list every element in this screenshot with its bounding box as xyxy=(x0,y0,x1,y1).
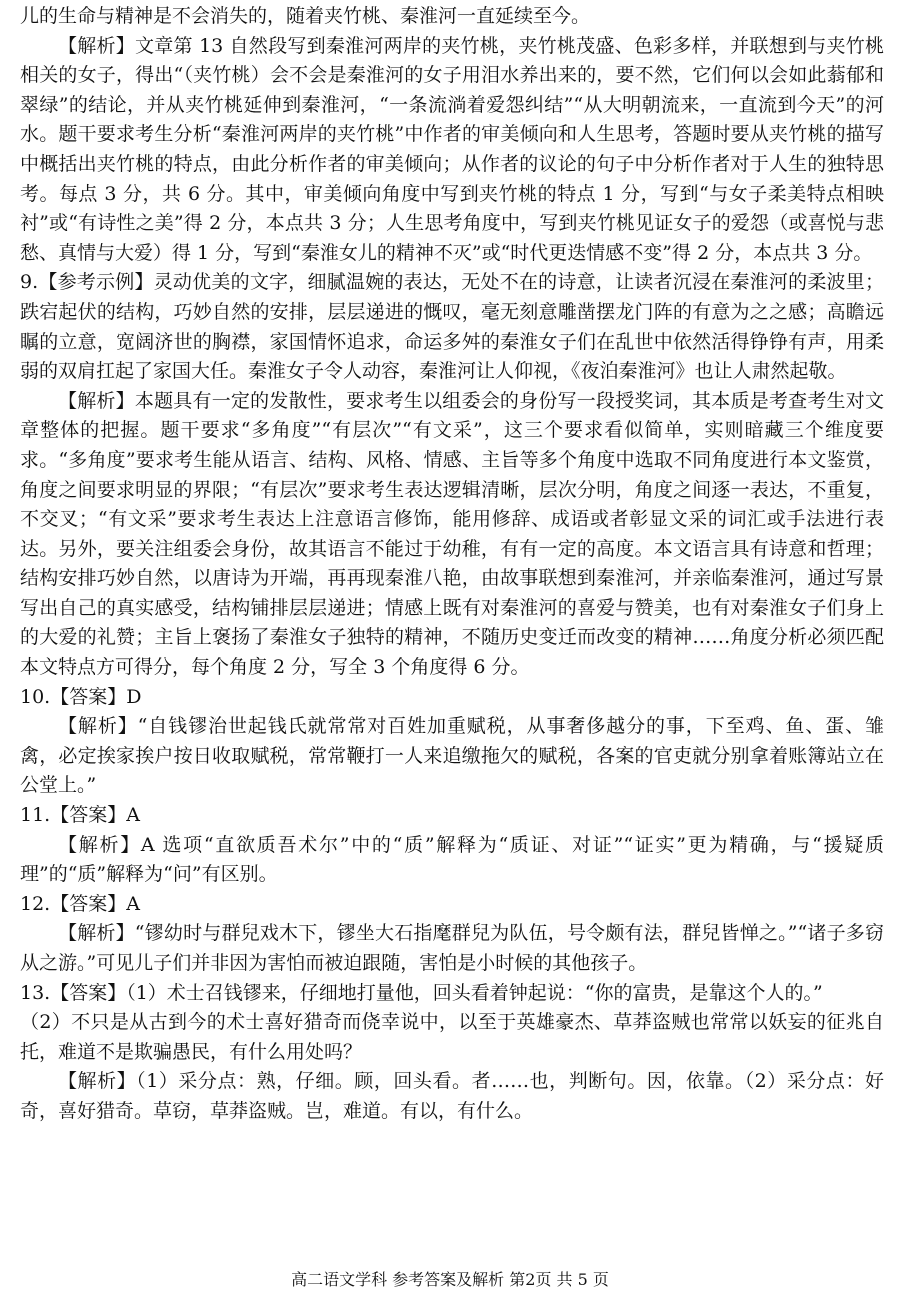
answer-q9: 9.【参考示例】灵动优美的文字，细腻温婉的表达，无处不在的诗意，让读者沉浸在秦淮河的柔波里；跌宕起伏的结构，巧妙自然的安排，层层递进的慨叹，毫无刻意雕凿摆龙门阵的有意为之之感；高瞻远瞩的立意，宽阔济世的胸襟，家国情怀追求，命运多舛的秦淮女子们在乱世中依然活得铮铮有声，用柔弱的双肩扛起了家国大任。秦淮女子令人动容，秦淮河让人仰视，《夜泊秦淮河》也让人肃然起敬。 xyxy=(20,271,884,383)
analysis-q8: 【解析】文章第 13 自然段写到秦淮河两岸的夹竹桃，夹竹桃茂盛、色彩多样，并联想到与夹竹桃相关的女子，得出“（夹竹桃）会不会是秦淮河的女子用泪水养出来的，要不然，它们何以会如此蓊郁和翠绿”的结论，并从夹竹桃延伸到秦淮河，“一条流淌着爱怨纠结”“从大明朝流来，一直流到今天”的河水。题干要求考生分析“秦淮河两岸的夹竹桃”中作者的审美倾向和人生思考，答题时要从夹竹桃的描写中概括出夹竹桃的特点，由此分析作者的审美倾向；从作者的议论的句子中分析作者对于人生的独特思考。每点 3 分，共 6 分。其中，审美倾向角度中写到夹竹桃的特点 1 分，写到“与女子柔美特点相映衬”或“有诗性之美”得 2 分，本点共 3 分；人生思考角度中，写到夹竹桃见证女子的爱怨（或喜悦与悲愁、真情与大爱）得 1 分，写到“秦淮女儿的精神不灭”或“时代更迭情感不变”得 2 分，本点共 3 分。 xyxy=(20,34,884,264)
analysis-q12: 【解析】“镠幼时与群兒戏木下，镠坐大石指麾群兒为队伍，号令颇有法，群兒皆惮之。”“诸子多窃从之游。”可见儿子们并非因为害怕而被迫跟随，害怕是小时候的其他孩子。 xyxy=(20,922,884,974)
answer-q13-part1: 13.【答案】（1）术士召钱镠来，仔细地打量他，回头看着钟起说：“你的富贵，是靠这个人的。” xyxy=(20,981,823,1004)
answer-q12: 12.【答案】A xyxy=(20,892,140,915)
analysis-q11: 【解析】A 选项“直欲质吾术尔”中的“质”解释为“质证、对证”“证实”更为精确，与“援疑质理”的“质”解释为“问”有区别。 xyxy=(20,833,884,886)
analysis-q13: 【解析】（1）采分点：熟，仔细。顾，回头看。者……也，判断句。因，依靠。（2）采分点：好奇，喜好猎奇。草窃，草莽盗贼。岂，难道。有以，有什么。 xyxy=(20,1070,884,1122)
page-body xyxy=(20,2,884,1127)
answer-q13-part2: （2）不只是从古到今的术士喜好猎奇而侥幸说中，以至于英雄豪杰、草莽盗贼也常常以妖妄的征兆自托，难道不是欺骗愚民，有什么用处吗？ xyxy=(20,1011,884,1063)
analysis-q10: 【解析】“自钱镠治世起钱氏就常常对百姓加重赋税，从事奢侈越分的事，下至鸡、鱼、蛋、雏禽，必定挨家挨户按日收取赋税，常常鞭打一人来追缴拖欠的赋税，各案的官吏就分别拿着账簿站立在公堂上。” xyxy=(20,715,884,797)
page-footer: 高二语文学科 参考答案及解析 第2页 共 5 页 xyxy=(291,1270,609,1289)
paragraph-continuation: 儿的生命与精神是不会消失的，随着夹竹桃、秦淮河一直延续至今。 xyxy=(20,5,591,27)
answer-q10: 10.【答案】D xyxy=(20,685,142,708)
answer-q11: 11.【答案】A xyxy=(20,804,140,827)
analysis-q9: 【解析】本题具有一定的发散性，要求考生以组委会的身份写一段授奖词，其本质是考查考生对文章整体的把握。题干要求“多角度”“有层次”“有文采”，这三个要求看似简单，实则暗藏三个维度要求。“多角度”要求考生能从语言、结构、风格、情感、主旨等多个角度中选取不同角度进行本文鉴赏，角度之间要求明显的界限；“有层次”要求考生表达逻辑清晰，层次分明，角度之间逐一表达，不重复，不交叉；“有文采”要求考生表达上注意语言修饰，能用修辞、成语或者彰显文采的词汇或手法进行表达。另外，要关注组委会身份，故其语言不能过于幼稚，有有一定的高度。本文语言具有诗意和哲理；结构安排巧妙自然，以唐诗为开端，再再现秦淮八艳，由故事联想到秦淮河，并亲临秦淮河，通过写景写出自己的真实感受，结构铺排层层递进；情感上既有对秦淮河的喜爱与赞美，也有对秦淮女子们身上的大爱的礼赞；主旨上褒扬了秦淮女子独特的精神，不随历史变迁而改变的精神……角度分析必须匹配本文特点方可得分，每个角度 2 分，写全 3 个角度得 6 分。 xyxy=(20,389,884,679)
